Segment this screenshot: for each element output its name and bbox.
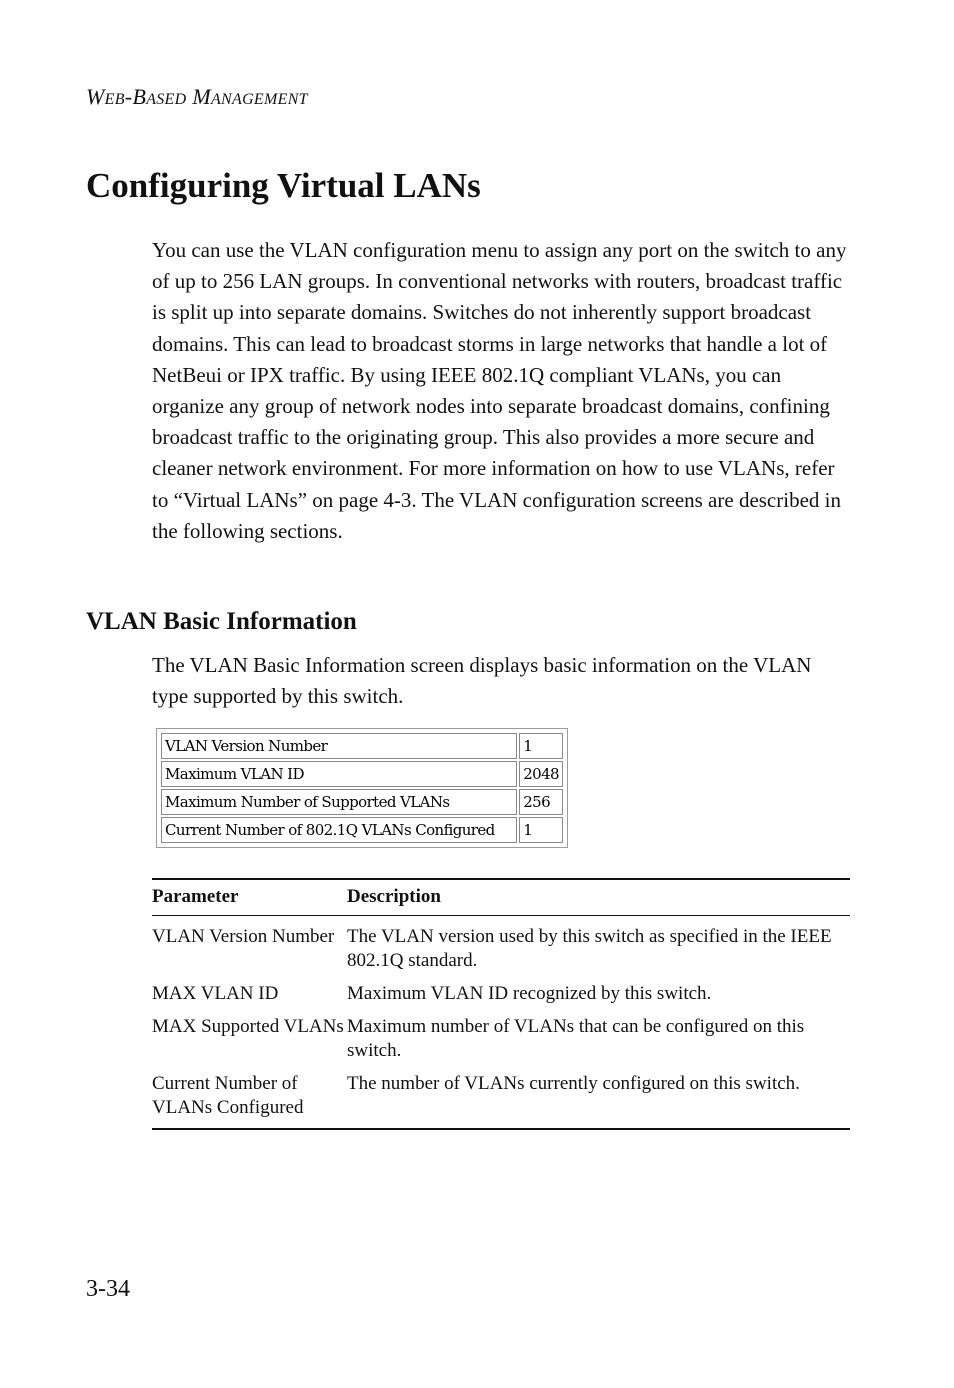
- column-header-parameter: Parameter: [152, 879, 347, 916]
- running-head-smallcaps: EB: [104, 91, 125, 108]
- page-number: 3-34: [86, 1276, 130, 1302]
- running-head-separator: -: [124, 84, 133, 109]
- running-head: [86, 84, 308, 110]
- table-header-row: [152, 879, 850, 916]
- table-row: [152, 916, 850, 974]
- parameter-table: [152, 878, 850, 1130]
- running-head-smallcaps: ANAGEMENT: [210, 91, 308, 108]
- table-row: [161, 817, 563, 843]
- description-cell: Maximum VLAN ID recognized by this switch.: [347, 983, 712, 1004]
- info-value: 1: [519, 817, 563, 843]
- vlan-basic-info-screenshot: [156, 728, 568, 848]
- description-cell: The number of VLANs currently configured on this switch.: [347, 1063, 850, 1129]
- table-row: [152, 1063, 850, 1129]
- info-value: 256: [519, 789, 563, 815]
- table-row: [161, 789, 563, 815]
- info-label: VLAN Version Number: [161, 733, 517, 759]
- running-head-initial: B: [132, 84, 147, 109]
- table-row: [161, 733, 563, 759]
- info-value: 2048: [519, 761, 563, 787]
- table-row: [152, 1006, 850, 1063]
- intro-paragraph: You can use the VLAN configuration menu to assign any port on the switch to any of up to 256 LAN groups. In conventional networks with routers, broadcast traffic is split up into separate domains. Switches do not inherently support broadcast domains. This can lead to broadcast storms in large networks that handle a lot of NetBeui or IPX traffic. By using IEEE 802.1Q compliant VLANs, you can organize any group of network nodes into separate broadcast domains, confining broadcast traffic to the originating group. This also provides a more secure and cleaner network environment. For more information on how to use VLANs, refer to “Virtual LANs” on page 4-3. The VLAN configuration screens are described in the following sections.: [152, 238, 847, 543]
- section-intro-paragraph: The VLAN Basic Information screen displays basic information on the VLAN type supported by this switch.: [152, 653, 812, 708]
- parameter-cell: MAX VLAN ID: [152, 983, 279, 1004]
- vlan-info-table: [159, 731, 565, 845]
- table-row: [161, 761, 563, 787]
- info-label: Maximum Number of Supported VLANs: [161, 789, 517, 815]
- table-row: [152, 973, 850, 1006]
- parameter-cell: MAX Supported VLANs: [152, 1016, 344, 1037]
- info-value: 1: [519, 733, 563, 759]
- info-label: Current Number of 802.1Q VLANs Configured: [161, 817, 517, 843]
- column-header-description: Description: [347, 879, 850, 916]
- page-title: Configuring Virtual LANs: [86, 166, 481, 205]
- description-cell: Maximum number of VLANs that can be configured on this switch.: [347, 1016, 805, 1061]
- info-label: Maximum VLAN ID: [161, 761, 517, 787]
- section-heading: VLAN Basic Information: [86, 608, 357, 635]
- running-head-initial: W: [86, 84, 105, 109]
- running-head-initial: M: [192, 84, 211, 109]
- description-cell: The VLAN version used by this switch as specified in the IEEE 802.1Q standard.: [347, 926, 832, 971]
- parameter-cell: Current Number of VLANs Configured: [152, 1063, 347, 1129]
- running-head-smallcaps: ASED: [146, 91, 187, 108]
- parameter-cell: VLAN Version Number: [152, 926, 335, 947]
